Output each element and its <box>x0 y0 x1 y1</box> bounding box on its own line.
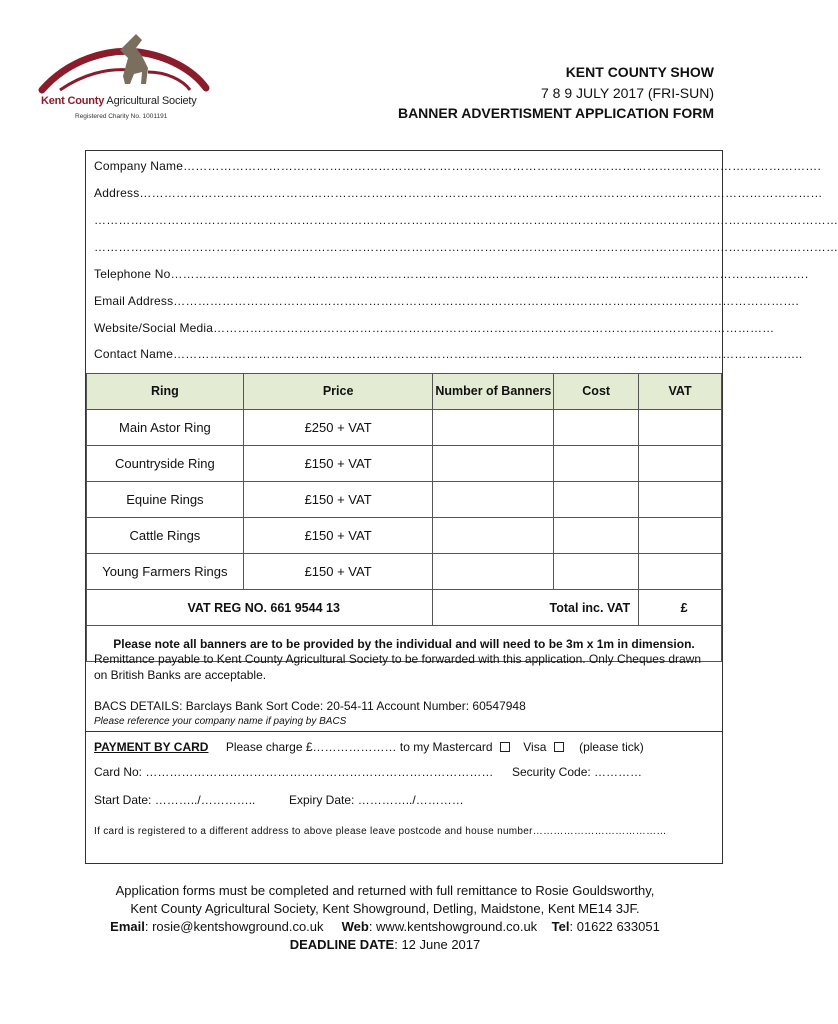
ring-price: £250 + VAT <box>243 410 433 446</box>
total-label: Total inc. VAT <box>433 590 639 626</box>
banners-input-cell[interactable] <box>433 410 554 446</box>
header-vat: VAT <box>639 374 722 410</box>
remittance-text: Remittance payable to Kent County Agricultural Society to be forwarded with this application. Only Cheques drawn on British Banks are acceptable. <box>94 652 701 682</box>
table-row <box>87 410 722 446</box>
company-name-field[interactable]: Company Name…………………………………………………………………………………………………………………………………………. <box>94 159 822 173</box>
ring-name: Young Farmers Rings <box>87 554 244 590</box>
logo-charity-number: Registered Charity No. 1001191 <box>75 113 168 120</box>
cost-input-cell[interactable] <box>554 518 639 554</box>
header-number-of-banners: Number of Banners <box>433 374 554 410</box>
total-input-cell[interactable]: £ <box>639 590 722 626</box>
ring-name: Main Astor Ring <box>87 410 244 446</box>
deadline-label: DEADLINE DATE <box>289 937 395 952</box>
table-header-row <box>87 374 722 410</box>
expiry-date-field[interactable]: Expiry Date: …………../………… <box>289 793 464 807</box>
banners-input-cell[interactable] <box>433 518 554 554</box>
vat-input-cell[interactable] <box>639 482 722 518</box>
header-cost: Cost <box>554 374 639 410</box>
ring-price: £150 + VAT <box>243 554 433 590</box>
return-instructions <box>60 882 710 954</box>
ring-name: Countryside Ring <box>87 446 244 482</box>
ring-name: Equine Rings <box>87 482 244 518</box>
section-divider <box>86 731 722 732</box>
show-dates: 7 8 9 JULY 2017 (FRI-SUN) <box>541 84 714 101</box>
vat-input-cell[interactable] <box>639 446 722 482</box>
footer-line-2: Kent County Agricultural Society, Kent Showground, Detling, Maidstone, Kent ME14 3JF. <box>130 901 640 916</box>
form-title: BANNER ADVERTISMENT APPLICATION FORM <box>397 105 714 121</box>
table-row <box>87 518 722 554</box>
dimension-note: Please note all banners are to be provided by the individual and will need to be 3m x 1m in dimension. <box>87 626 722 662</box>
horse-arch-icon <box>38 28 218 98</box>
application-form <box>85 150 838 864</box>
footer-line-1: Application forms must be completed and returned with full remittance to Rosie Gouldsworthy, <box>115 883 655 898</box>
postcode-field[interactable]: If card is registered to a different address to above please leave postcode and house number………………………………… <box>94 826 667 837</box>
table-row <box>87 446 722 482</box>
tel-value: : 01622 633051 <box>569 919 660 934</box>
web-label: Web <box>341 919 369 934</box>
vat-input-cell[interactable] <box>639 410 722 446</box>
address-line-2-field[interactable]: ………………………………………………………………………………………………………………………………………………………………… <box>94 213 838 227</box>
email-label: Email <box>110 919 145 934</box>
bacs-reference-note: Please reference your company name if paying by BACS <box>94 716 347 727</box>
address-line-3-field[interactable]: ………………………………………………………………………………………………………………………………………………………………… <box>94 240 838 254</box>
payment-title: PAYMENT BY CARD <box>94 740 209 754</box>
footer-contacts <box>60 918 710 936</box>
web-value[interactable]: : www.kentshowground.co.uk <box>368 919 538 934</box>
show-title: KENT COUNTY SHOW <box>565 64 714 80</box>
ring-pricing-table <box>86 373 722 662</box>
banners-input-cell[interactable] <box>433 482 554 518</box>
deadline-value: : 12 June 2017 <box>394 937 481 952</box>
deadline <box>60 936 710 954</box>
cost-input-cell[interactable] <box>554 482 639 518</box>
visa-label: Visa <box>523 740 547 754</box>
security-code-field[interactable]: Security Code: ………… <box>512 765 643 779</box>
banners-input-cell[interactable] <box>433 554 554 590</box>
tel-label: Tel <box>551 919 570 934</box>
vat-reg-number: VAT REG NO. 661 9544 13 <box>87 590 433 626</box>
charge-amount-field[interactable]: Please charge £………………… to my Mastercard <box>225 740 493 754</box>
table-row <box>87 554 722 590</box>
header-price: Price <box>243 374 433 410</box>
cost-input-cell[interactable] <box>554 554 639 590</box>
vat-input-cell[interactable] <box>639 518 722 554</box>
society-logo <box>38 28 218 128</box>
address-field[interactable]: Address…………………………………………………………………………………………………………………………………………………… <box>94 186 823 200</box>
tick-instruction: (please tick) <box>579 740 644 754</box>
cost-input-cell[interactable] <box>554 446 639 482</box>
banners-input-cell[interactable] <box>433 446 554 482</box>
bacs-details: BACS DETAILS: Barclays Bank Sort Code: 20-54-11 Account Number: 60547948 <box>94 699 526 713</box>
visa-checkbox[interactable] <box>554 742 564 752</box>
logo-org-name: Kent County Agricultural Society <box>41 95 197 107</box>
ring-name: Cattle Rings <box>87 518 244 554</box>
table-row <box>87 482 722 518</box>
ring-price: £150 + VAT <box>243 446 433 482</box>
website-field[interactable]: Website/Social Media………………………………………………………………………………………………………………………… <box>94 321 775 335</box>
payment-by-card-line <box>94 740 644 754</box>
form-header <box>398 62 714 124</box>
header-ring: Ring <box>87 374 244 410</box>
card-number-field[interactable]: Card No: …………………………………………………………………………… <box>94 765 494 779</box>
telephone-field[interactable]: Telephone No…………………………………………………………………………………………………………………………………………. <box>94 267 809 281</box>
vat-total-row <box>87 590 722 626</box>
vat-input-cell[interactable] <box>639 554 722 590</box>
mastercard-checkbox[interactable] <box>500 742 510 752</box>
start-date-field[interactable]: Start Date: ………../………….. <box>94 793 256 807</box>
email-field[interactable]: Email Address………………………………………………………………………………………………………………………………………. <box>94 294 800 308</box>
email-value[interactable]: : rosie@kentshowground.co.uk <box>144 919 324 934</box>
ring-price: £150 + VAT <box>243 482 433 518</box>
ring-price: £150 + VAT <box>243 518 433 554</box>
cost-input-cell[interactable] <box>554 410 639 446</box>
contact-name-field[interactable]: Contact Name……………………………………………………………………………………………………………………………………….. <box>94 347 803 361</box>
